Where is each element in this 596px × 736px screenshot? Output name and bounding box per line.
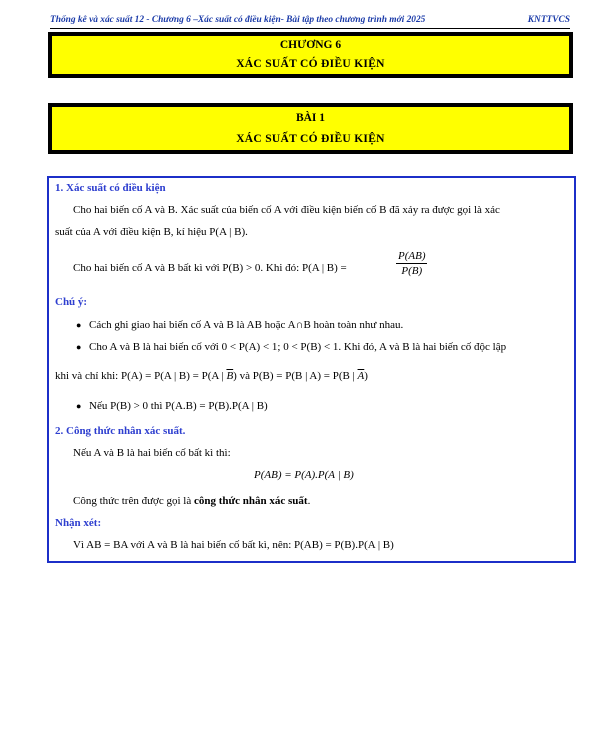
lesson-banner xyxy=(48,103,573,154)
chapter-number: CHƯƠNG 6 xyxy=(279,39,342,51)
theory-box xyxy=(47,176,576,563)
definition-line1: Cho hai biến cố A và B. Xác suất của biến cố A với điều kiện biến cố B đã xảy ra được gọi là xác xyxy=(73,204,500,216)
fraction-denominator: P(B) xyxy=(401,265,423,277)
formula-name: công thức nhân xác suất xyxy=(194,495,308,507)
remark-heading: Nhận xét: xyxy=(55,517,102,529)
header-title: Thống kê và xác suất 12 - Chương 6 –Xác suất có điều kiện- Bài tập theo chương trình mới 2025 xyxy=(50,15,426,25)
note-heading: Chú ý: xyxy=(55,296,88,308)
multiplication-formula: P(AB) = P(A).P(A | B) xyxy=(254,469,354,481)
header-code: KNTTVCS xyxy=(527,15,570,25)
note-bullet2-line2: khi và chỉ khi: P(A) = P(A | B) = P(A | $\overline{B}$) và P(B) = P(B | A) = P(B | $\overline{A}$) xyxy=(55,370,368,382)
complement-b: $\overline{B}$ xyxy=(226,370,234,382)
conditional-formula-text: Cho hai biến cố A và B bất kì với P(B) > 0. Khi đó: P(A | B) = xyxy=(73,262,347,274)
chapter-banner xyxy=(48,32,573,78)
bullet-icon: ● xyxy=(76,342,82,352)
fraction-numerator: P(AB) xyxy=(398,250,426,262)
remark-text: Vì AB = BA với A và B là hai biến cố bất kì, nên: P(AB) = P(B).P(A | B) xyxy=(73,539,394,551)
section2-heading: 2. Công thức nhân xác suất. xyxy=(55,425,186,437)
section2-conclusion: Công thức trên được gọi là công thức nhân xác suất. xyxy=(73,495,311,507)
lesson-number: BÀI 1 xyxy=(295,112,326,124)
definition-line2: suất của A với điều kiện B, kí hiệu P(A | B). xyxy=(55,226,248,238)
bullet-icon: ● xyxy=(76,401,82,411)
note-bullet2-line1: Cho A và B là hai biến cố với 0 < P(A) < 1; 0 < P(B) < 1. Khi đó, A và B là hai biến cố độc lập xyxy=(89,341,507,353)
section1-heading: 1. Xác suất có điều kiện xyxy=(55,182,166,194)
section2-intro: Nếu A và B là hai biến cố bất kì thì: xyxy=(73,447,231,459)
lesson-title: XÁC SUẤT CÓ ĐIỀU KIỆN xyxy=(236,133,385,145)
note-bullet3: Nếu P(B) > 0 thì P(A.B) = P(B).P(A | B) xyxy=(89,400,268,412)
conditional-fraction xyxy=(396,250,427,277)
note-bullet1: Cách ghi giao hai biến cố A và B là AB hoặc A∩B hoàn toàn như nhau. xyxy=(89,319,404,331)
bullet-icon: ● xyxy=(76,320,82,330)
complement-a: $\overline{A}$ xyxy=(357,370,365,382)
page-header xyxy=(50,14,570,29)
chapter-title: XÁC SUẤT CÓ ĐIỀU KIỆN xyxy=(236,58,385,70)
